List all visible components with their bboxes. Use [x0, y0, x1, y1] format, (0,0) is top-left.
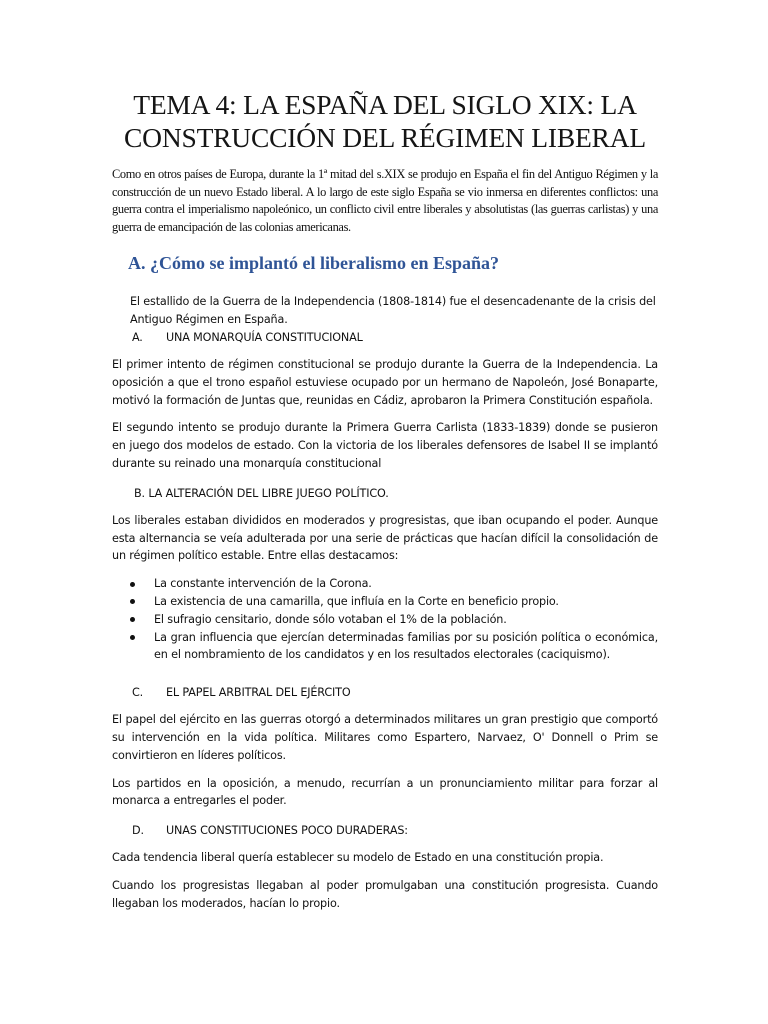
subsection-d-title: UNAS CONSTITUCIONES POCO DURADERAS: — [166, 824, 408, 838]
subsection-a-title: UNA MONARQUÍA CONSTITUCIONAL — [166, 330, 363, 344]
section-a-lead: El estallido de la Guerra de la Independencia (1808-1814) fue el desencadenante de la crisis del Antiguo Régimen en España. — [130, 295, 656, 327]
intro-paragraph: Como en otros países de Europa, durante la 1ª mitad del s.XIX se produjo en España el fin del Antiguo Régimen y la construcción de un nuevo Estado liberal. A lo largo de este siglo España se vio inmersa en diferentes conflictos: una guerra contra el imperialismo napoleónico, un conflicto civil entre liberales y absolutistas (las guerras carlistas) y una guerra de emancipación de las colonias americanas. — [112, 167, 658, 234]
list-item — [154, 629, 658, 665]
subsection-d-paragraph-2: Cuando los progresistas llegaban al poder promulgaban una constitución progresista. Cuando llegaban los moderados, hacían lo propio. — [112, 878, 658, 910]
list-item — [154, 575, 658, 593]
document-title: TEMA 4: LA ESPAÑA DEL SIGLO XIX: LA CONSTRUCCIÓN DEL RÉGIMEN LIBERAL — [124, 89, 646, 153]
bullet-icon — [130, 599, 135, 604]
subsection-c-paragraph-1: El papel del ejército en las guerras otorgó a determinados militares un gran prestigio que comportó su intervención en la vida política. Militares como Espartero, Narvaez, O' Donnell o Prim se convirtieron en líderes políticos. — [112, 713, 658, 762]
list-item-text: El sufragio censitario, donde sólo votaban el 1% de la población. — [154, 612, 507, 626]
list-item — [154, 593, 658, 611]
subsection-b-heading: B. LA ALTERACIÓN DEL LIBRE JUEGO POLÍTICO. — [134, 486, 389, 500]
subsection-c-heading — [132, 684, 658, 701]
subsection-c-paragraph-2: Los partidos en la oposición, a menudo, recurrían a un pronunciamiento militar para forzar al monarca a entregarles el poder. — [112, 776, 658, 808]
subsection-c-letter: C. — [132, 686, 144, 700]
subsection-b-paragraph: Los liberales estaban divididos en moderados y progresistas, que iban ocupando el poder. Aunque esta alternancia se veía adulterada por una serie de prácticas que hacían difícil la consolidación de un régimen político estable. Entre ellas destacamos: — [112, 513, 658, 563]
subsection-d-letter: D. — [132, 824, 144, 838]
subsection-a-heading — [132, 329, 658, 346]
list-item-text: La constante intervención de la Corona. — [154, 577, 372, 591]
list-item-text: La existencia de una camarilla, que influía en la Corte en beneficio propio. — [154, 594, 559, 608]
section-a-heading: A. ¿Cómo se implantó el liberalismo en España? — [128, 253, 500, 274]
subsection-a-paragraph-2: El segundo intento se produjo durante la Primera Guerra Carlista (1833-1839) donde se pusieron en juego dos modelos de estado. Con la victoria de los liberales defensores de Isabel II se implantó durante su reinado una monarquía constitucional — [112, 421, 658, 470]
subsection-d-paragraph-1: Cada tendencia liberal quería establecer su modelo de Estado en una constitución propia. — [112, 851, 604, 865]
bullet-icon — [130, 582, 135, 587]
list-item-text: La gran influencia que ejercían determinadas familias por su posición política o económica, en el nombramiento de los candidatos y en los resultados electorales (caciquismo). — [154, 630, 658, 662]
subsection-a-letter: A. — [132, 330, 143, 344]
bullet-icon — [130, 635, 135, 640]
list-item — [154, 611, 658, 629]
subsection-a-paragraph-1: El primer intento de régimen constitucional se produjo durante la Guerra de la Independencia. La oposición a que el trono español estuviese ocupado por un hermano de Napoleón, José Bonaparte, motivó la formación de Juntas que, reunidas en Cádiz, aprobaron la Primera Constitución española. — [112, 357, 658, 407]
bullet-icon — [130, 617, 135, 622]
practices-list — [112, 575, 658, 664]
subsection-d-heading — [132, 822, 658, 839]
subsection-c-title: EL PAPEL ARBITRAL DEL EJÉRCITO — [166, 686, 351, 700]
